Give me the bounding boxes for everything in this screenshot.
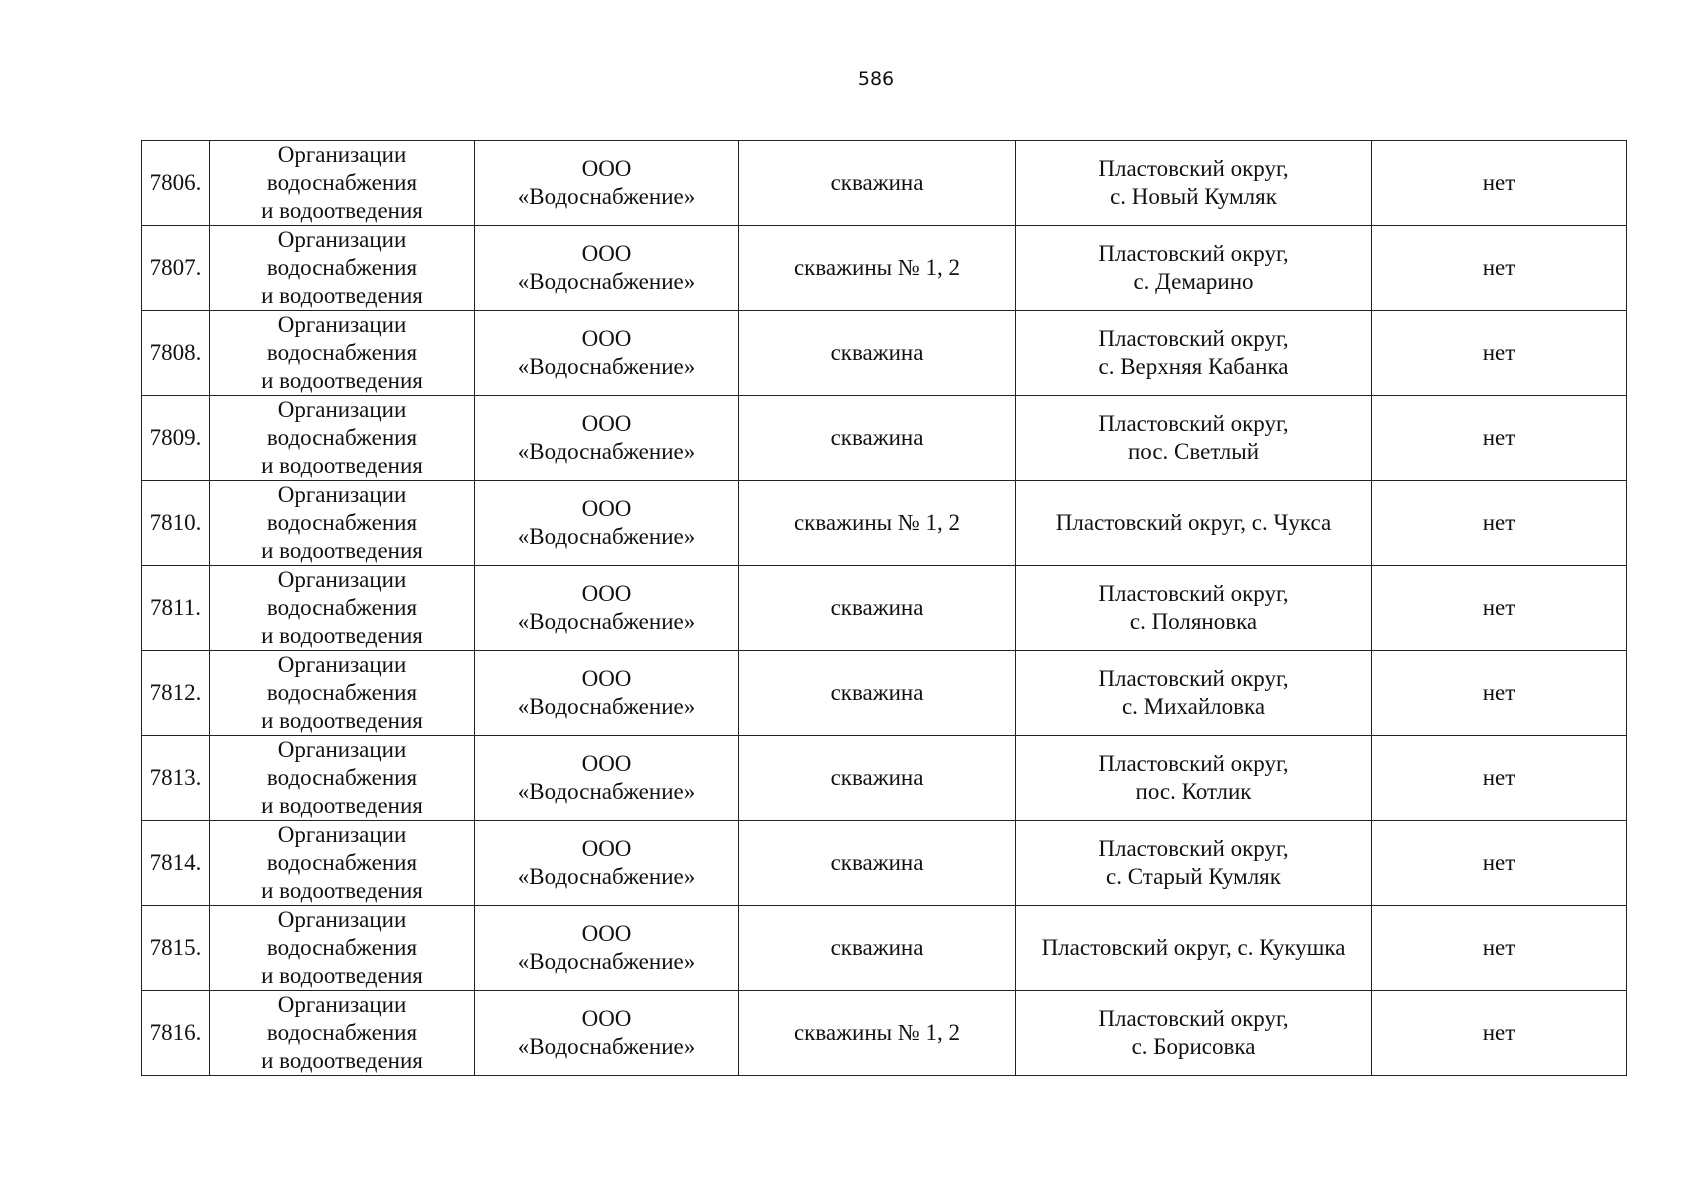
status-cell: нет xyxy=(1372,396,1627,481)
location-cell-line: с. Старый Кумляк xyxy=(1106,864,1281,889)
location-cell-line: с. Борисовка xyxy=(1131,1034,1256,1059)
organization-type-cell-line: Организации xyxy=(277,312,407,337)
location-cell xyxy=(1016,736,1372,821)
organization-type-cell-line: водоснабжения xyxy=(266,340,418,365)
organization-type-cell-line: и водоотведения xyxy=(261,878,423,903)
organization-type-cell-line: Организации xyxy=(277,822,407,847)
row-number-cell: 7807. xyxy=(142,226,210,311)
organization-name-cell-line: «Водоснабжение» xyxy=(517,864,696,889)
status-cell: нет xyxy=(1372,481,1627,566)
object-cell: скважина xyxy=(739,736,1016,821)
location-cell-line: Пластовский округ, xyxy=(1098,241,1289,266)
location-cell-line: Пластовский округ, xyxy=(1098,411,1289,436)
table-body xyxy=(142,141,1627,1076)
organization-type-cell-line: водоснабжения xyxy=(266,680,418,705)
organization-name-cell-line: ООО xyxy=(581,921,632,946)
organization-name-cell-line: «Водоснабжение» xyxy=(517,949,696,974)
organization-type-cell-line: и водоотведения xyxy=(261,368,423,393)
location-cell-line: пос. Светлый xyxy=(1127,439,1260,464)
organization-name-cell xyxy=(475,226,739,311)
organization-type-cell-line: водоснабжения xyxy=(266,935,418,960)
registry-table xyxy=(141,140,1627,1076)
organization-type-cell-line: и водоотведения xyxy=(261,453,423,478)
organization-name-cell xyxy=(475,991,739,1076)
organization-name-cell-line: ООО xyxy=(581,326,632,351)
organization-name-cell xyxy=(475,821,739,906)
organization-name-cell-line: ООО xyxy=(581,666,632,691)
organization-type-cell-line: и водоотведения xyxy=(261,198,423,223)
object-cell: скважины № 1, 2 xyxy=(739,226,1016,311)
location-cell-line: Пластовский округ, xyxy=(1098,326,1289,351)
table-row xyxy=(142,481,1627,566)
organization-type-cell-line: водоснабжения xyxy=(266,765,418,790)
status-cell: нет xyxy=(1372,311,1627,396)
location-cell-line: с. Новый Кумляк xyxy=(1110,184,1277,209)
object-cell: скважина xyxy=(739,311,1016,396)
organization-type-cell-line: Организации xyxy=(277,992,407,1017)
location-cell xyxy=(1016,566,1372,651)
status-cell: нет xyxy=(1372,736,1627,821)
organization-type-cell-line: водоснабжения xyxy=(266,255,418,280)
organization-type-cell-line: водоснабжения xyxy=(266,595,418,620)
organization-type-cell xyxy=(210,396,475,481)
status-cell: нет xyxy=(1372,991,1627,1076)
table-row xyxy=(142,651,1627,736)
location-cell-line: пос. Котлик xyxy=(1135,779,1252,804)
location-cell-line: Пластовский округ, xyxy=(1098,666,1289,691)
table-row xyxy=(142,906,1627,991)
object-cell: скважина xyxy=(739,821,1016,906)
location-cell-line: с. Поляновка xyxy=(1129,609,1258,634)
row-number-cell: 7811. xyxy=(142,566,210,651)
organization-name-cell-line: «Водоснабжение» xyxy=(517,779,696,804)
organization-type-cell-line: водоснабжения xyxy=(266,425,418,450)
organization-name-cell xyxy=(475,651,739,736)
row-number-cell: 7808. xyxy=(142,311,210,396)
organization-name-cell-line: ООО xyxy=(581,411,632,436)
status-cell: нет xyxy=(1372,651,1627,736)
organization-type-cell xyxy=(210,226,475,311)
table-row xyxy=(142,311,1627,396)
object-cell: скважина xyxy=(739,906,1016,991)
location-cell-line: Пластовский округ, xyxy=(1098,751,1289,776)
table-row xyxy=(142,821,1627,906)
organization-type-cell-line: и водоотведения xyxy=(261,623,423,648)
organization-name-cell-line: ООО xyxy=(581,1006,632,1031)
location-cell xyxy=(1016,226,1372,311)
organization-type-cell xyxy=(210,141,475,226)
table-row xyxy=(142,226,1627,311)
row-number-cell: 7806. xyxy=(142,141,210,226)
organization-type-cell-line: Организации xyxy=(277,737,407,762)
location-cell xyxy=(1016,396,1372,481)
location-cell xyxy=(1016,651,1372,736)
organization-name-cell xyxy=(475,311,739,396)
organization-name-cell-line: «Водоснабжение» xyxy=(517,609,696,634)
organization-type-cell-line: и водоотведения xyxy=(261,1048,423,1073)
organization-type-cell xyxy=(210,821,475,906)
organization-type-cell-line: и водоотведения xyxy=(261,793,423,818)
organization-name-cell-line: ООО xyxy=(581,156,632,181)
organization-name-cell xyxy=(475,481,739,566)
table-row xyxy=(142,736,1627,821)
organization-name-cell-line: ООО xyxy=(581,751,632,776)
status-cell: нет xyxy=(1372,141,1627,226)
table-row xyxy=(142,141,1627,226)
organization-type-cell-line: Организации xyxy=(277,227,407,252)
location-cell-line: Пластовский округ, xyxy=(1098,1006,1289,1031)
location-cell xyxy=(1016,311,1372,396)
object-cell: скважина xyxy=(739,141,1016,226)
organization-type-cell xyxy=(210,481,475,566)
organization-name-cell-line: ООО xyxy=(581,836,632,861)
organization-name-cell-line: «Водоснабжение» xyxy=(517,184,696,209)
organization-name-cell-line: «Водоснабжение» xyxy=(517,269,696,294)
organization-name-cell-line: «Водоснабжение» xyxy=(517,439,696,464)
row-number-cell: 7814. xyxy=(142,821,210,906)
object-cell: скважина xyxy=(739,566,1016,651)
location-cell xyxy=(1016,906,1372,991)
organization-name-cell-line: «Водоснабжение» xyxy=(517,694,696,719)
location-cell-line: Пластовский округ, xyxy=(1098,581,1289,606)
table-row xyxy=(142,396,1627,481)
row-number-cell: 7812. xyxy=(142,651,210,736)
location-cell xyxy=(1016,821,1372,906)
organization-name-cell-line: ООО xyxy=(581,241,632,266)
location-cell-line: Пластовский округ, с. Чукса xyxy=(1055,510,1332,535)
organization-type-cell xyxy=(210,311,475,396)
organization-type-cell-line: и водоотведения xyxy=(261,708,423,733)
table-row xyxy=(142,566,1627,651)
location-cell xyxy=(1016,991,1372,1076)
status-cell: нет xyxy=(1372,821,1627,906)
organization-type-cell-line: и водоотведения xyxy=(261,538,423,563)
location-cell xyxy=(1016,481,1372,566)
organization-name-cell-line: «Водоснабжение» xyxy=(517,1034,696,1059)
organization-type-cell-line: водоснабжения xyxy=(266,1020,418,1045)
organization-type-cell-line: водоснабжения xyxy=(266,510,418,535)
location-cell-line: с. Демарино xyxy=(1133,269,1254,294)
organization-type-cell-line: водоснабжения xyxy=(266,850,418,875)
organization-type-cell-line: водоснабжения xyxy=(266,170,418,195)
organization-type-cell-line: и водоотведения xyxy=(261,283,423,308)
row-number-cell: 7813. xyxy=(142,736,210,821)
row-number-cell: 7810. xyxy=(142,481,210,566)
organization-type-cell-line: и водоотведения xyxy=(261,963,423,988)
object-cell: скважины № 1, 2 xyxy=(739,481,1016,566)
organization-type-cell-line: Организации xyxy=(277,567,407,592)
organization-type-cell xyxy=(210,651,475,736)
row-number-cell: 7816. xyxy=(142,991,210,1076)
organization-type-cell-line: Организации xyxy=(277,142,407,167)
organization-name-cell-line: «Водоснабжение» xyxy=(517,524,696,549)
location-cell-line: Пластовский округ, xyxy=(1098,156,1289,181)
location-cell-line: с. Михайловка xyxy=(1121,694,1266,719)
organization-name-cell xyxy=(475,141,739,226)
organization-name-cell-line: ООО xyxy=(581,581,632,606)
organization-name-cell xyxy=(475,396,739,481)
location-cell-line: с. Верхняя Кабанка xyxy=(1098,354,1289,379)
organization-name-cell-line: «Водоснабжение» xyxy=(517,354,696,379)
organization-name-cell xyxy=(475,736,739,821)
organization-type-cell-line: Организации xyxy=(277,907,407,932)
table-row xyxy=(142,991,1627,1076)
row-number-cell: 7815. xyxy=(142,906,210,991)
object-cell: скважина xyxy=(739,651,1016,736)
organization-name-cell xyxy=(475,566,739,651)
object-cell: скважина xyxy=(739,396,1016,481)
object-cell: скважины № 1, 2 xyxy=(739,991,1016,1076)
organization-type-cell xyxy=(210,906,475,991)
organization-type-cell xyxy=(210,991,475,1076)
organization-name-cell-line: ООО xyxy=(581,496,632,521)
organization-type-cell xyxy=(210,736,475,821)
status-cell: нет xyxy=(1372,226,1627,311)
location-cell-line: Пластовский округ, xyxy=(1098,836,1289,861)
organization-type-cell xyxy=(210,566,475,651)
status-cell: нет xyxy=(1372,566,1627,651)
organization-type-cell-line: Организации xyxy=(277,397,407,422)
organization-name-cell xyxy=(475,906,739,991)
organization-type-cell-line: Организации xyxy=(277,482,407,507)
organization-type-cell-line: Организации xyxy=(277,652,407,677)
location-cell xyxy=(1016,141,1372,226)
row-number-cell: 7809. xyxy=(142,396,210,481)
page-number: 586 xyxy=(857,68,895,90)
status-cell: нет xyxy=(1372,906,1627,991)
location-cell-line: Пластовский округ, с. Кукушка xyxy=(1041,935,1346,960)
